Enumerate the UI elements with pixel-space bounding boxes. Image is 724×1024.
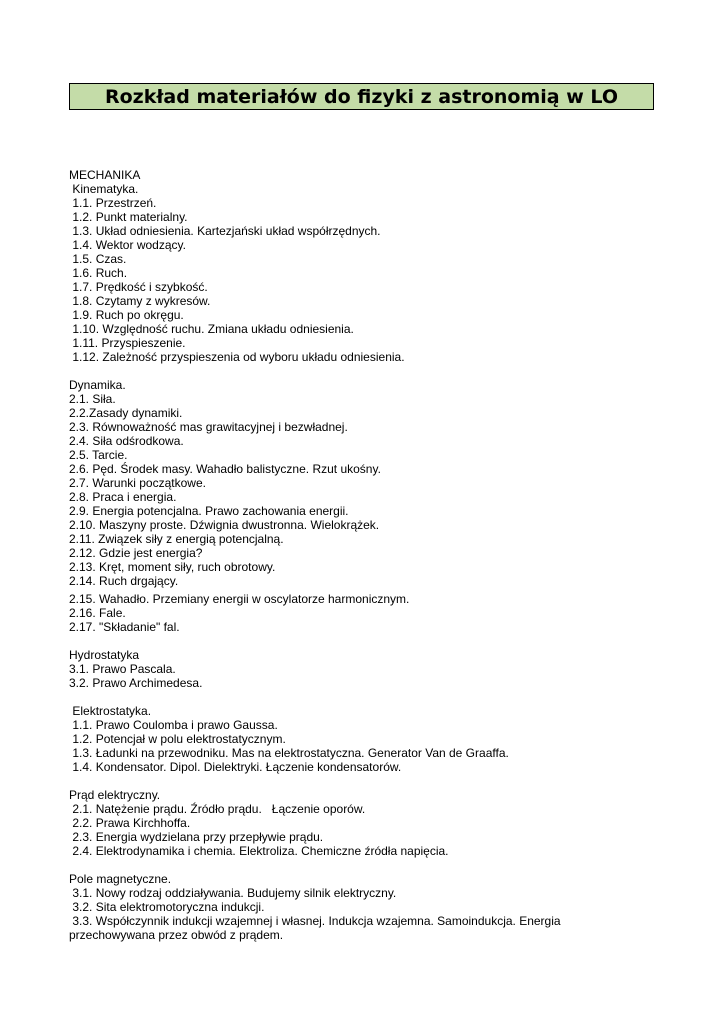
- list-item: 2.4. Siła odśrodkowa.: [69, 434, 184, 448]
- list-item: 3.3. Współczynnik indukcji wzajemnej i własnej. Indukcja wzajemna. Samoindukcja. Energia: [69, 914, 561, 928]
- list-item: 1.4. Wektor wodzący.: [69, 238, 186, 252]
- list-item: 2.6. Pęd. Środek masy. Wahadło balistyczne. Rzut ukośny.: [69, 462, 381, 476]
- list-item: 2.1. Siła.: [69, 392, 116, 406]
- list-item: 3.1. Nowy rodzaj oddziaływania. Budujemy silnik elektryczny.: [69, 886, 397, 900]
- list-item: 2.4. Elektrodynamika i chemia. Elektroliza. Chemiczne źródła napięcia.: [69, 844, 449, 858]
- list-item: 2.11. Związek siły z energią potencjalną.: [69, 532, 284, 546]
- list-item: 2.9. Energia potencjalna. Prawo zachowania energii.: [69, 504, 349, 518]
- list-item: 1.1. Przestrzeń.: [69, 196, 157, 210]
- title-box: [69, 83, 654, 110]
- list-item: 2.13. Kręt, moment siły, ruch obrotowy.: [69, 560, 276, 574]
- list-item: 2.10. Maszyny proste. Dźwignia dwustronna. Wielokrążek.: [69, 518, 380, 532]
- list-item: 1.1. Prawo Coulomba i prawo Gaussa.: [69, 718, 278, 732]
- section-heading: Pole magnetyczne.: [69, 872, 172, 886]
- section-heading: Prąd elektryczny.: [69, 788, 161, 802]
- list-item: 1.2. Potencjał w polu elektrostatycznym.: [69, 732, 286, 746]
- list-item: 1.6. Ruch.: [69, 266, 128, 280]
- section-prad: [69, 788, 669, 858]
- section-mechanika: [69, 168, 669, 364]
- list-item: 2.17. "Składanie" fal.: [69, 620, 180, 634]
- list-item: 2.16. Fale.: [69, 606, 126, 620]
- list-item: 1.3. Ładunki na przewodniku. Mas na elektrostatyczna. Generator Van de Graaffa.: [69, 746, 509, 760]
- list-item: 1.10. Względność ruchu. Zmiana układu odniesienia.: [69, 322, 354, 336]
- list-item: 2.12. Gdzie jest energia?: [69, 546, 203, 560]
- section-heading: MECHANIKA: [69, 168, 141, 182]
- list-item: 1.8. Czytamy z wykresów.: [69, 294, 211, 308]
- list-item: 1.9. Ruch po okręgu.: [69, 308, 184, 322]
- list-item: 2.2.Zasady dynamiki.: [69, 406, 183, 420]
- document-body: [69, 168, 669, 942]
- list-item: 3.2. Prawo Archimedesa.: [69, 676, 203, 690]
- section-heading: Hydrostatyka: [69, 648, 140, 662]
- list-item: 1.12. Zależność przyspieszenia od wyboru układu odniesienia.: [69, 350, 405, 364]
- list-item: 2.15. Wahadło. Przemiany energii w oscylatorze harmonicznym.: [69, 592, 410, 606]
- list-item: 2.3. Równoważność mas grawitacyjnej i bezwładnej.: [69, 420, 348, 434]
- document-title: Rozkład materiałów do fizyki z astronomią w LO: [105, 85, 618, 108]
- section-heading: Elektrostatyka.: [69, 704, 152, 718]
- list-item: 2.5. Tarcie.: [69, 448, 128, 462]
- section-hydrostatyka: [69, 648, 669, 690]
- list-item: 1.2. Punkt materialny.: [69, 210, 188, 224]
- list-item: 2.8. Praca i energia.: [69, 490, 177, 504]
- list-item: 2.7. Warunki początkowe.: [69, 476, 206, 490]
- section-elektrostatyka: [69, 704, 669, 774]
- list-item: 1.7. Prędkość i szybkość.: [69, 280, 208, 294]
- list-item: 1.4. Kondensator. Dipol. Dielektryki. Łączenie kondensatorów.: [69, 760, 402, 774]
- list-item: 2.3. Energia wydzielana przy przepływie prądu.: [69, 830, 324, 844]
- list-item: 3.2. Sita elektromotoryczna indukcji.: [69, 900, 265, 914]
- section-pole: [69, 872, 669, 942]
- list-item: 1.5. Czas.: [69, 252, 127, 266]
- list-item: przechowywana przez obwód z prądem.: [69, 928, 284, 942]
- list-item: 1.11. Przyspieszenie.: [69, 336, 186, 350]
- list-item: 1.3. Układ odniesienia. Kartezjański układ współrzędnych.: [69, 224, 381, 238]
- list-item: 2.14. Ruch drgający.: [69, 574, 179, 588]
- list-item: 3.1. Prawo Pascala.: [69, 662, 176, 676]
- subsection-heading: Kinematyka.: [69, 182, 139, 196]
- section-dynamika: [69, 378, 669, 634]
- section-heading: Dynamika.: [69, 378, 126, 392]
- list-item: 2.2. Prawa Kirchhoffa.: [69, 816, 191, 830]
- list-item: 2.1. Natężenie prądu. Źródło prądu. Łączenie oporów.: [69, 802, 366, 816]
